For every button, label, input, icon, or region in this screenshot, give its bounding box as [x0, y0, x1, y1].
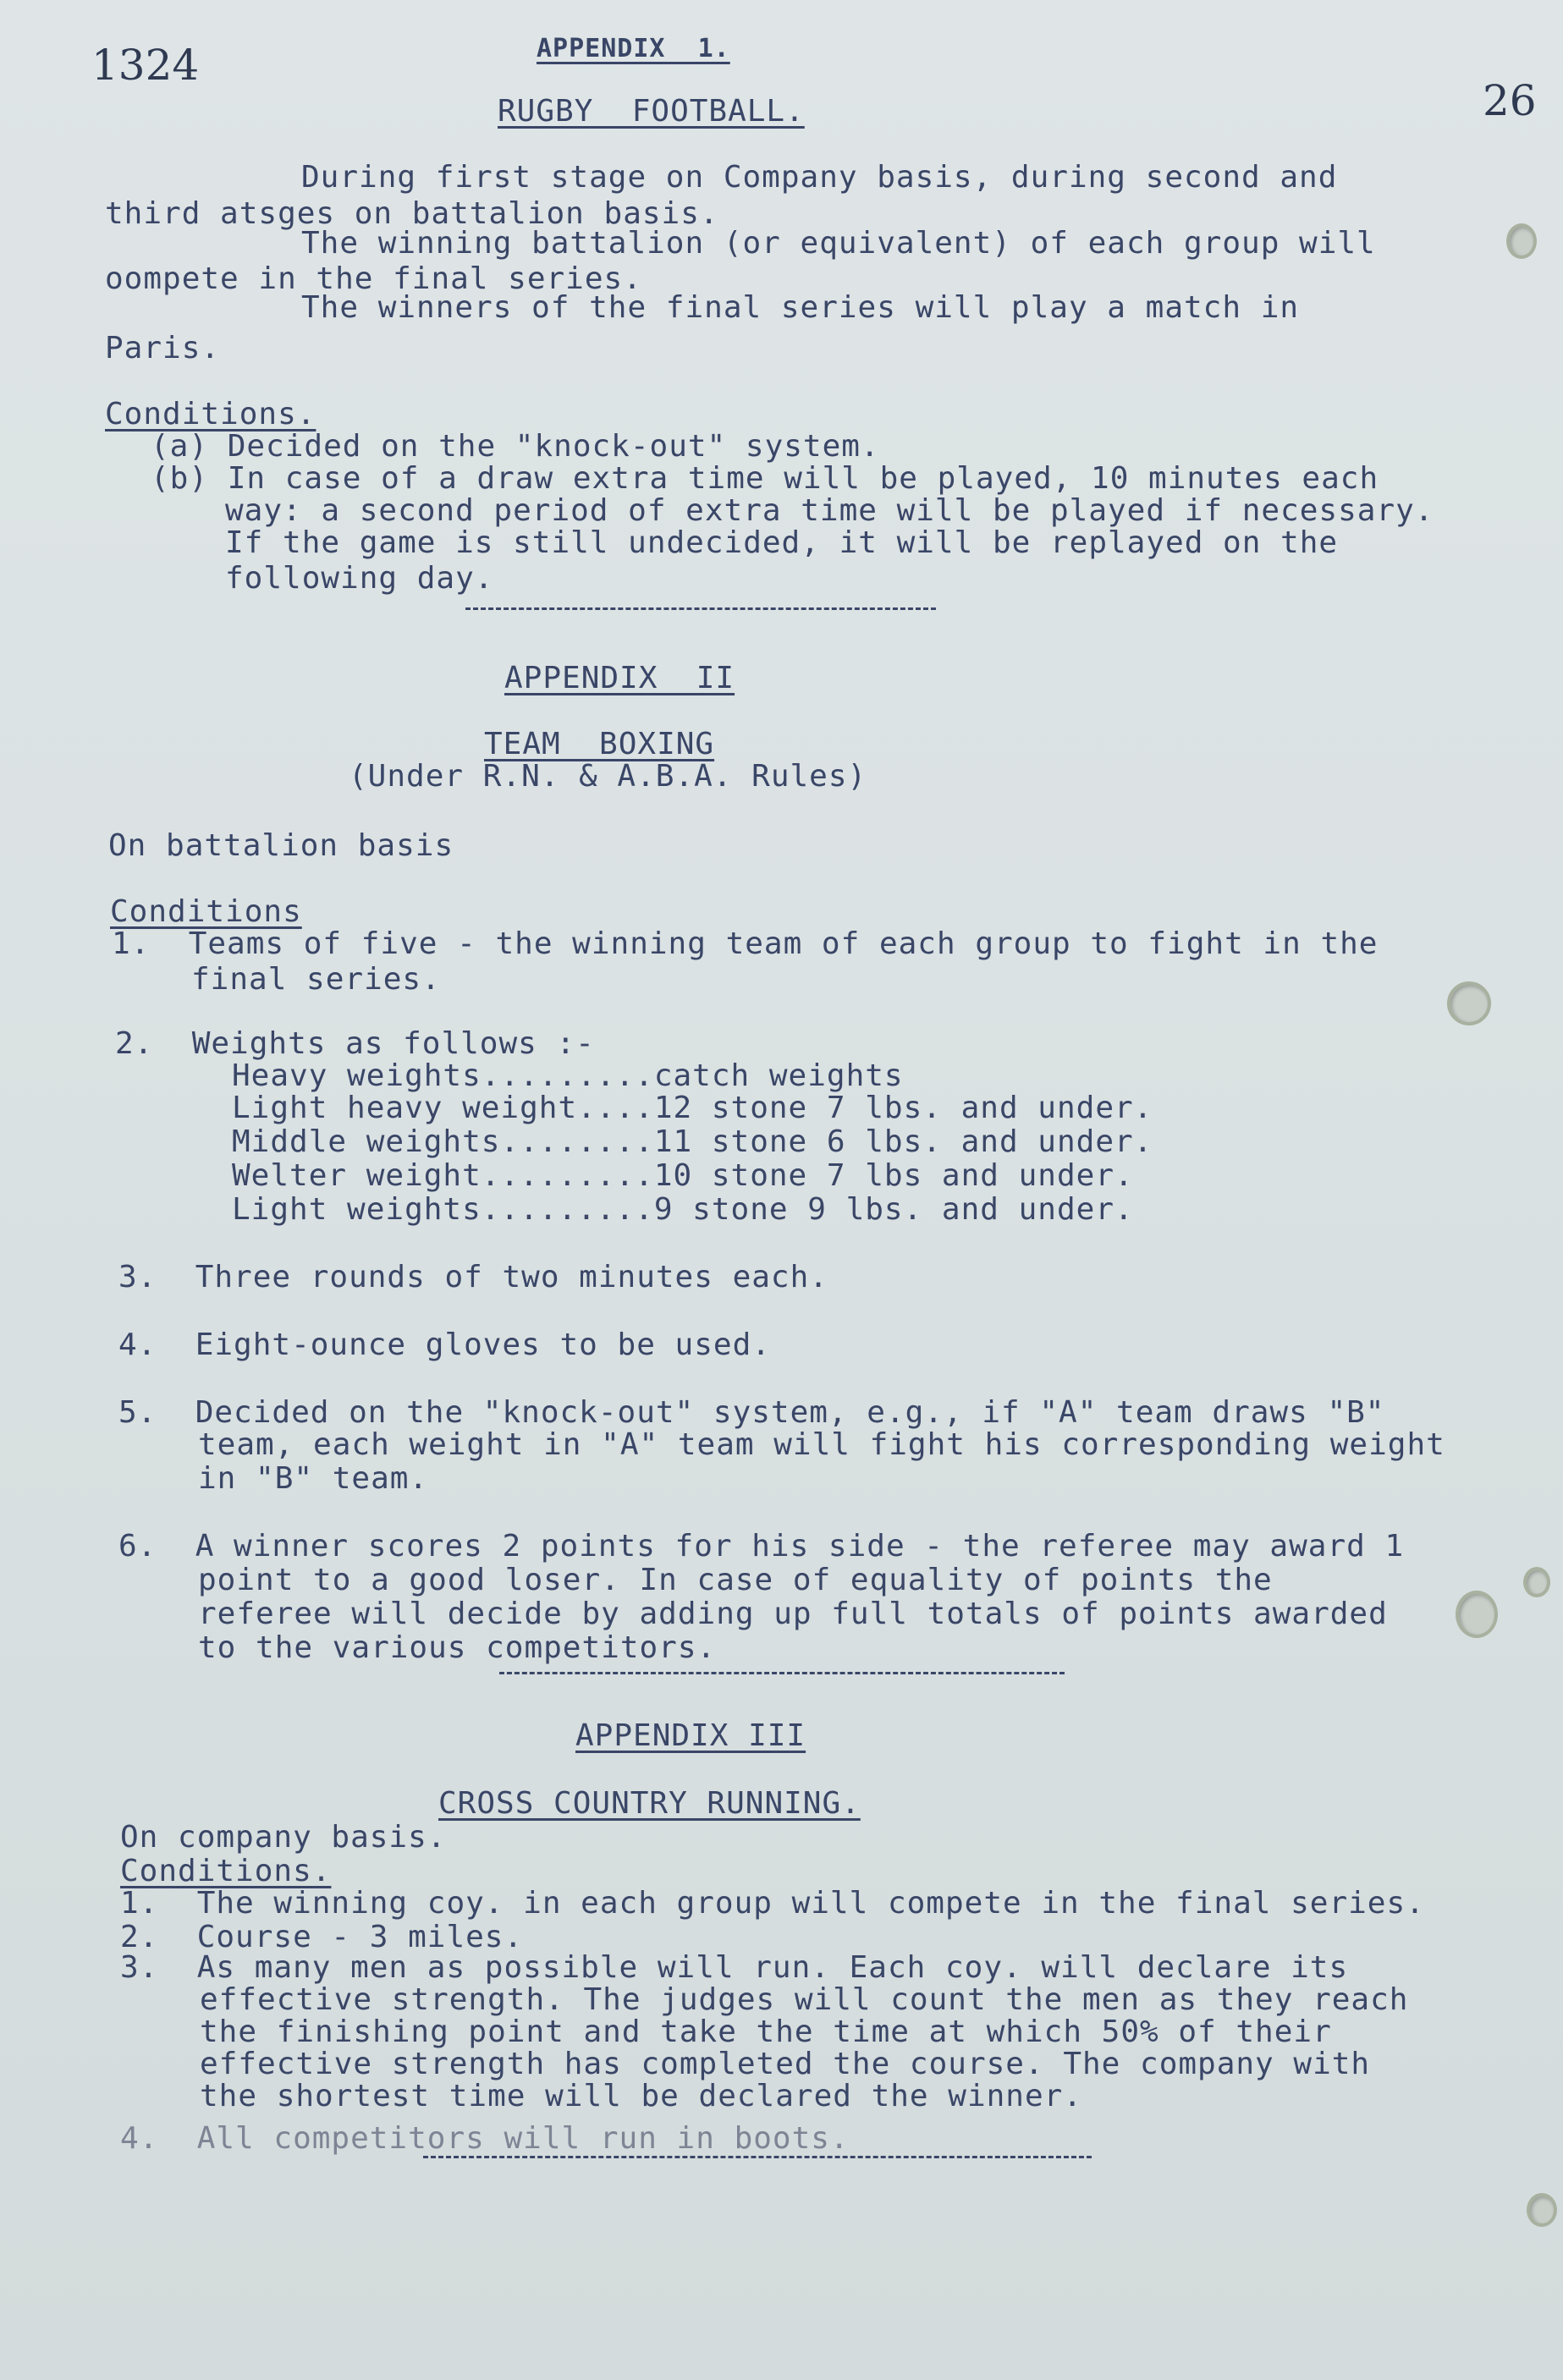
boxing-item: to the various competitors. [198, 1630, 717, 1665]
page-number: 26 [1483, 76, 1537, 125]
appendix-1-heading: APPENDIX 1. [537, 34, 730, 63]
rugby-condition: way: a second period of extra time will be played if necessary. [225, 493, 1434, 528]
cross-country-basis: On company basis. [120, 1820, 447, 1855]
cross-country-item: the shortest time will be declared the winner. [200, 2079, 1082, 2113]
boxing-item: 3. Three rounds of two minutes each. [118, 1260, 828, 1294]
rugby-intro-line: The winners of the final series will play a match in [301, 290, 1300, 325]
cross-country-item: effective strength has completed the course. The company with [200, 2047, 1371, 2081]
boxing-subtitle: (Under R.N. & A.B.A. Rules) [349, 759, 867, 794]
boxing-item: 4. Eight-ounce gloves to be used. [118, 1327, 771, 1362]
cross-country-item: 2. Course - 3 miles. [120, 1920, 524, 1954]
punch-hole [1506, 223, 1537, 259]
weight-class: Middle weights........11 stone 6 lbs. and under. [232, 1124, 1153, 1159]
rugby-intro-line: The winning battalion (or equivalent) of each group will [301, 226, 1376, 261]
rugby-title: RUGBY FOOTBALL. [498, 94, 805, 129]
cross-country-item: 4. All competitors will run in boots. [120, 2121, 850, 2156]
boxing-item: 5. Decided on the "knock-out" system, e.g., if "A" team draws "B" [118, 1395, 1385, 1430]
cross-country-item: the finishing point and take the time at which 50% of their [200, 2014, 1332, 2049]
boxing-item: final series. [191, 962, 441, 997]
punch-hole [1527, 2193, 1557, 2227]
weight-class: Heavy weights.........catch weights [232, 1058, 904, 1093]
rugby-intro-line: During first stage on Company basis, during second and [301, 160, 1338, 195]
weight-class: Light weights.........9 stone 9 lbs. and under. [232, 1192, 1134, 1227]
cross-country-title: CROSS COUNTRY RUNNING. [438, 1786, 861, 1821]
rugby-intro-line: Paris. [105, 331, 221, 366]
document-number: 1324 [91, 41, 200, 90]
boxing-item: team, each weight in "A" team will fight his corresponding weight [198, 1427, 1445, 1462]
rugby-condition: following day. [225, 561, 494, 596]
boxing-conditions-heading: Conditions [110, 894, 302, 929]
boxing-item: referee will decide by adding up full totals of points awarded [198, 1597, 1388, 1631]
cross-country-item: 1. The winning coy. in each group will compete in the final series. [120, 1886, 1425, 1921]
weight-class: Light heavy weight....12 stone 7 lbs. and under. [232, 1091, 1153, 1125]
cross-country-item: 3. As many men as possible will run. Each coy. will declare its [120, 1950, 1349, 1985]
rugby-conditions-heading: Conditions. [105, 397, 316, 431]
weight-class: Welter weight.........10 stone 7 lbs and under. [232, 1158, 1134, 1193]
cross-country-item: effective strength. The judges will count the men as they reach [200, 1982, 1409, 2017]
punch-hole [1523, 1567, 1550, 1597]
boxing-item: in "B" team. [198, 1461, 429, 1496]
section-divider [499, 1672, 1065, 1674]
rugby-condition: (a) Decided on the "knock-out" system. [151, 429, 880, 464]
boxing-item: 6. A winner scores 2 points for his side - the referee may award 1 [118, 1529, 1405, 1564]
appendix-3-heading: APPENDIX III [575, 1718, 806, 1753]
boxing-title: TEAM BOXING [484, 727, 715, 761]
boxing-basis: On battalion basis [108, 828, 454, 863]
rugby-intro-line: oompete in the final series. [105, 261, 642, 296]
appendix-2-heading: APPENDIX II [504, 661, 735, 695]
boxing-item: 1. Teams of five - the winning team of each group to fight in the [112, 926, 1379, 961]
punch-hole [1447, 981, 1491, 1025]
rugby-intro-line: third atsges on battalion basis. [105, 196, 719, 231]
section-divider [465, 607, 936, 610]
boxing-item: point to a good loser. In case of equality of points the [198, 1563, 1273, 1597]
section-divider [423, 2156, 1092, 2158]
rugby-condition: If the game is still undecided, it will be replayed on the [225, 525, 1339, 560]
punch-hole [1456, 1591, 1498, 1638]
cross-country-conditions-heading: Conditions. [120, 1854, 332, 1888]
boxing-item: 2. Weights as follows :- [115, 1026, 595, 1061]
rugby-condition: (b) In case of a draw extra time will be played, 10 minutes each [151, 461, 1379, 496]
